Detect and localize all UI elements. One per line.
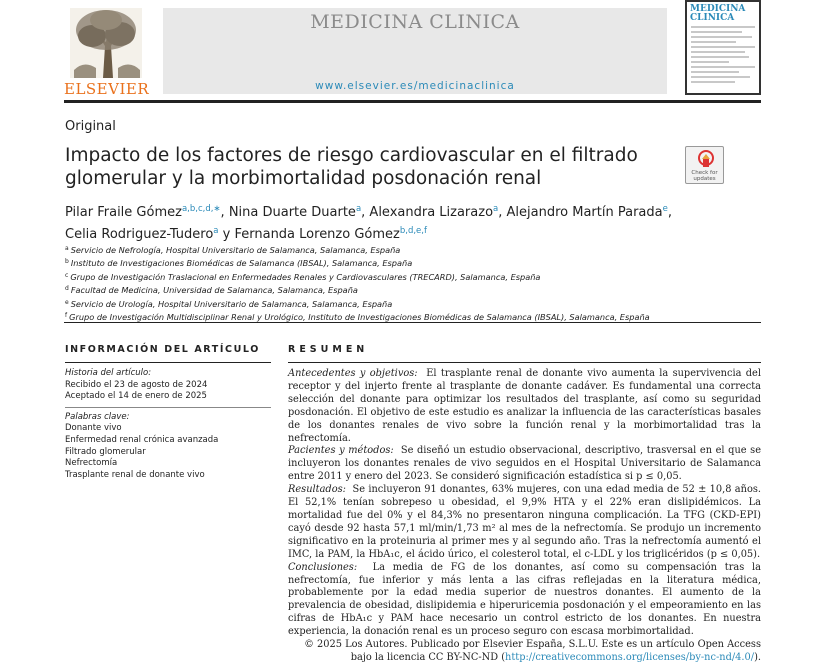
affiliation-key: a [65, 245, 69, 252]
abstract-section [288, 368, 761, 445]
keyword-item: Donante vivo [65, 423, 122, 434]
affiliation-key: d [65, 285, 69, 293]
affiliation-text: Grupo de Investigación Traslacional en Enfermedades Renales y Cardiovasculares (TRECARD), Salamanca, España [70, 271, 541, 282]
received-date: Recibido el 23 de agosto de 2024 [65, 379, 208, 390]
author-name[interactable]: Alejandro Martín Parada [506, 205, 663, 220]
copyright-text: © 2025 Los Autores. Publicado por Elsevier España, S.L.U. Este es un artículo Open Access bajo la licencia CC BY-NC-ND ( [304, 639, 761, 663]
abstract-section-text: Se incluyeron 91 donantes, 63% mujeres, con una edad media de 52 ± 10,8 años. El 52,1% tenían sobrepeso u obesidad, el 9,9% HTA y el 22% eran dislipidémicos. La mortalidad fue del 0% y el 84,3% no presentaron ninguna complicación. La TFG (CKD-EPI) cayó desde 92 hasta 57,1 ml/min/1,73 m² al mes de la nefrectomía. Se produjo un incremento significativo en la proteinuria al primer mes y al segundo año. Tras la nefrectomía aumentó el IMC, la PAM, la HbA₁c, el ácido úrico, el colesterol total, el c-LDL y los triglicéridos (p ≤ 0,05). [288, 484, 761, 560]
author-name[interactable]: Celia Rodriguez-Tudero [65, 227, 214, 242]
crossmark-icon [698, 150, 714, 170]
author-separator: , [667, 205, 672, 220]
affiliation-item [65, 256, 765, 269]
affiliation-list [65, 243, 765, 323]
author-separator: , [498, 205, 507, 220]
copyright-notice [288, 639, 761, 665]
affiliation-key: b [65, 258, 69, 266]
author-separator: y [218, 227, 235, 242]
abstract-section [288, 562, 761, 639]
keyword-item: Nefrectomía [65, 458, 118, 469]
author-affiliation-marks[interactable]: a,b,c,d,∗ [181, 204, 221, 214]
affiliation-text: Servicio de Nefrología, Hospital Universitario de Salamanca, Salamanca, España [70, 245, 401, 255]
abstract-section-label: Conclusiones: [288, 561, 358, 573]
affiliation-text: Grupo de Investigación Multidisciplinar Renal y Urológico, Instituto de Investigaciones Biomédicas de Salamanca (IBSAL), Salamanca, España [69, 312, 650, 323]
keyword-item: Trasplante renal de donante vivo [65, 469, 205, 480]
license-link[interactable]: http://creativecommons.org/licenses/by-nc-nd/4.0/ [505, 651, 755, 663]
abstract-section-label: Antecedentes y objetivos: [288, 368, 418, 379]
author-name[interactable]: Alexandra Lizarazo [369, 205, 494, 220]
affiliation-text: Instituto de Investigaciones Biomédicas de Salamanca (IBSAL), Salamanca, España [70, 258, 413, 269]
header-rule [64, 100, 761, 103]
abstract-section-text: La media de FG de los donantes, así como su compensación tras la nefrectomía, fue inferior y más lenta a las cifras reflejadas en la literatura médica, probablemente por la edad media superior de nuestros donantes. El aumento de la prevalencia de obesidad, dislipidemia e hiperuricemia posdonación y el empeoramiento en las cifras de HbA₁c y PAM hace necesario un control estricto de los donantes. En nuestra experiencia, la donación renal es un proceso seguro con escasa morbimortalidad. [288, 561, 761, 638]
abstract-section-text: El trasplante renal de donante vivo aumenta la supervivencia del receptor y del injerto frente al trasplante de donante cadáver. Es fundamental una correcta selección del donante para optimizar los resultados del trasplante, así como su seguridad posdonación. El objetivo de este estudio es analizar la influencia de las características basales de los donantes renales de vivo sobre la función renal y la morbimortalidad tras la nefrectomía. [288, 368, 761, 444]
elsevier-tree-icon [70, 8, 142, 78]
accepted-date: Aceptado el 14 de enero de 2025 [65, 391, 207, 402]
article-info [65, 368, 271, 481]
abstract-section-label: Pacientes y métodos: [288, 445, 394, 457]
elsevier-logo [64, 8, 148, 96]
author-name[interactable]: Nina Duarte Duarte [228, 205, 356, 220]
article-info-heading: INFORMACIÓN DEL ARTÍCULO [65, 344, 260, 355]
cover-title: MEDICINA CLINICA [690, 4, 746, 23]
keywords-list [65, 423, 271, 481]
elsevier-wordmark: ELSEVIER [64, 80, 150, 98]
article-info-rule [65, 362, 271, 363]
author-name[interactable]: Pilar Fraile Gómez [65, 205, 182, 220]
copyright-end: ). [754, 651, 761, 663]
article-type: Original [65, 119, 116, 134]
author-affiliation-marks[interactable]: a [355, 204, 362, 214]
affiliation-text: Servicio de Urología, Hospital Universitario de Salamanca, Salamanca, España [70, 298, 393, 309]
info-divider [65, 407, 271, 408]
affiliation-key: c [65, 271, 69, 279]
crossmark-button[interactable] [685, 146, 724, 184]
author-affiliation-marks[interactable]: a [213, 226, 219, 236]
affiliation-item [65, 243, 765, 256]
abstract-section-text: Se diseñó un estudio observacional, descriptivo, trasversal en el que se incluyeron los donantes renales de vivo seguidos en el Hospital Universitario de Salamanca entre 2011 y enero del 2023. Se consideró significación estadística si p ≤ 0,05. [288, 445, 761, 483]
journal-banner [163, 8, 667, 94]
author-separator: , [361, 205, 370, 220]
keywords-label: Palabras clave: [65, 411, 130, 422]
affiliation-item [65, 270, 765, 283]
author-separator: , [220, 205, 229, 220]
abstract-body [288, 368, 761, 665]
abstract-section [288, 445, 761, 484]
abstract-heading: RESUMEN [288, 344, 369, 355]
journal-banner-title: MEDICINA CLINICA [310, 11, 520, 33]
abstract-section-label: Resultados: [288, 484, 346, 496]
crossmark-label: Check for updates [691, 170, 718, 182]
cover-text-lines [691, 26, 755, 86]
journal-cover-thumbnail [685, 0, 761, 95]
affiliation-item [65, 283, 765, 296]
article-title: Impacto de los factores de riesgo cardiovascular en el filtrado glomerular y la morbimortalidad posdonación renal [65, 145, 638, 189]
affiliation-item [65, 297, 765, 310]
abstract-rule [288, 362, 761, 363]
keyword-item: Filtrado glomerular [65, 446, 146, 457]
author-affiliation-marks[interactable]: b,d,e,f [399, 226, 427, 236]
keyword-item: Enfermedad renal crónica avanzada [65, 434, 219, 445]
affiliation-key: f [65, 312, 68, 320]
author-name[interactable]: Fernanda Lorenzo Gómez [234, 227, 400, 242]
author-list [65, 200, 765, 244]
author-affiliation-marks[interactable]: a [493, 204, 499, 214]
abstract-section [288, 484, 761, 561]
affiliation-key: e [65, 298, 69, 306]
history-label: Historia del artículo: [65, 368, 152, 378]
journal-url-link[interactable]: www.elsevier.es/medicinaclinica [315, 80, 515, 92]
affiliation-text: Facultad de Medicina, Universidad de Salamanca, Salamanca, España [70, 285, 358, 296]
author-affiliation-marks[interactable]: e [662, 204, 668, 214]
section-rule [64, 322, 761, 323]
